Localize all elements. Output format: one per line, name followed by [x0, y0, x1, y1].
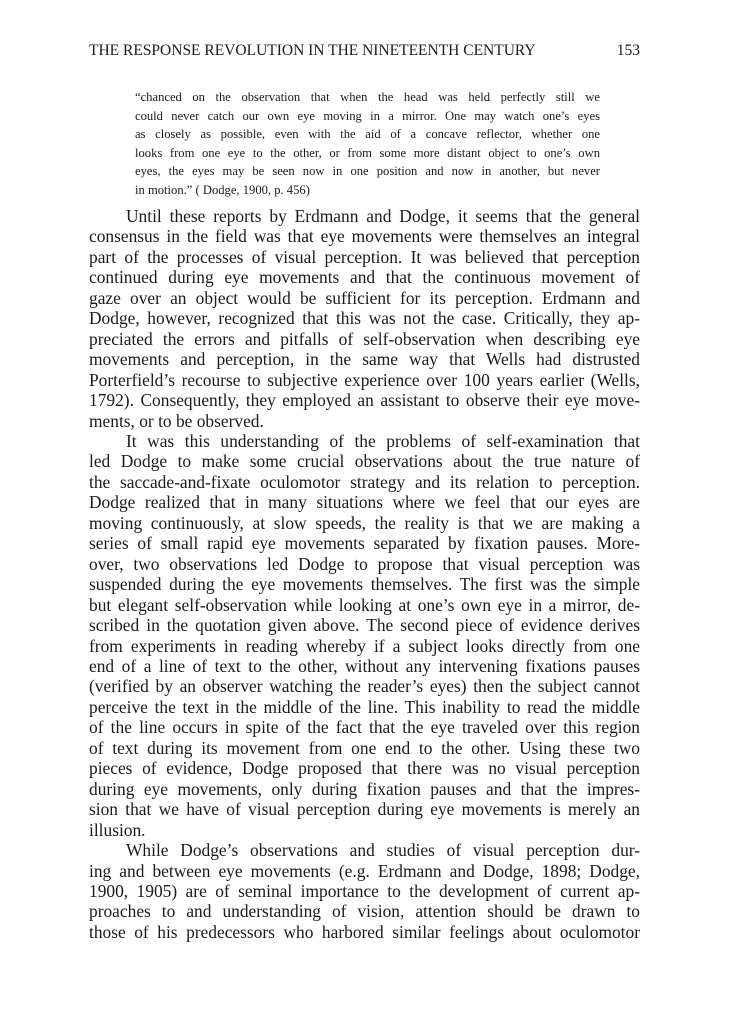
text-line: series of small rapid eye movements separated by fixation pauses. More-	[89, 533, 640, 554]
text-line: those of his predecessors who harbored similar feelings about oculomotor	[89, 921, 640, 942]
text-line: the saccade-and-fixate oculomotor strategy and its relation to perception.	[89, 471, 640, 492]
text-line: illusion.	[89, 819, 146, 840]
paragraph-3	[89, 840, 640, 942]
text-line: scribed in the quotation given above. The second piece of evidence derives	[89, 615, 640, 636]
text-line: of text during its movement from one end to the other. Using these two	[89, 737, 640, 758]
text-line: part of the processes of visual perception. It was believed that perception	[89, 246, 640, 267]
quote-line: in motion.” ( Dodge, 1900, p. 456)	[135, 182, 310, 197]
text-line: of the line occurs in spite of the fact that the eye traveled over this region	[89, 717, 640, 738]
body-text	[89, 206, 640, 942]
quote-line: could never catch our own eye moving in a mirror. One may watch one’s eyes	[135, 108, 600, 123]
text-line: suspended during the eye movements themselves. The first was the simple	[89, 574, 640, 595]
text-line: during eye movements, only during fixation pauses and that the impres-	[89, 778, 640, 799]
text-line: Dodge, however, recognized that this was not the case. Critically, they ap-	[89, 308, 640, 329]
text-line: sion that we have of visual perception during eye movements is merely an	[89, 799, 640, 820]
quote-line: looks from one eye to the other, or from some more distant object to one’s own	[135, 145, 600, 160]
text-line: continued during eye movements and that the continuous movement of	[89, 267, 640, 288]
quote-line: “chanced on the observation that when the head was held perfectly still we	[135, 90, 600, 104]
running-title: THE RESPONSE REVOLUTION IN THE NINETEENTH CENTURY	[89, 42, 536, 59]
quote-line: eyes, the eyes may be seen now in one position and now in another, but never	[135, 164, 600, 178]
text-line: over, two observations led Dodge to propose that visual perception was	[89, 553, 640, 574]
page-number: 153	[616, 42, 640, 59]
block-quotation	[135, 88, 600, 199]
text-line: proaches to and understanding of vision, attention should be drawn to	[89, 901, 640, 922]
paragraph-1	[89, 206, 640, 431]
text-line: consensus in the field was that eye movements were themselves an integral	[89, 226, 640, 247]
text-line: ing and between eye movements (e.g. Erdmann and Dodge, 1898; Dodge,	[89, 860, 640, 881]
text-line: pieces of evidence, Dodge proposed that there was no visual perception	[89, 758, 640, 779]
text-line: movements and perception, in the same way that Wells had distrusted	[89, 349, 640, 370]
text-line: Dodge realized that in many situations where we feel that our eyes are	[89, 492, 640, 513]
text-line: While Dodge’s observations and studies of visual perception dur-	[126, 840, 640, 861]
text-line: ments, or to be observed.	[89, 410, 264, 431]
text-line: from experiments in reading whereby if a subject looks directly from one	[89, 635, 640, 656]
running-header	[89, 42, 640, 66]
text-line: 1792). Consequently, they employed an assistant to observe their eye move-	[89, 390, 640, 411]
text-line: Porterfield’s recourse to subjective experience over 100 years earlier (Wells,	[89, 369, 640, 390]
text-line: 1900, 1905) are of seminal importance to the development of current ap-	[89, 880, 640, 901]
paragraph-2	[89, 431, 640, 840]
text-line: end of a line of text to the other, without any intervening fixations pauses	[89, 655, 640, 676]
text-line: led Dodge to make some crucial observations about the true nature of	[89, 451, 640, 472]
quote-line: as closely as possible, even with the aid of a concave reflector, whether one	[135, 127, 600, 141]
text-line: but elegant self-observation while looking at one’s own eye in a mirror, de-	[89, 594, 640, 615]
text-line: preciated the errors and pitfalls of self-observation when describing eye	[89, 328, 640, 349]
text-line: (verified by an observer watching the reader’s eyes) then the subject cannot	[89, 676, 640, 697]
text-line: perceive the text in the middle of the line. This inability to read the middle	[89, 696, 640, 717]
text-line: Until these reports by Erdmann and Dodge, it seems that the general	[126, 206, 640, 226]
text-line: moving continuously, at slow speeds, the reality is that we are making a	[89, 512, 640, 533]
text-line: It was this understanding of the problems of self-examination that	[126, 430, 640, 451]
text-line: gaze over an object would be sufficient for its perception. Erdmann and	[89, 287, 640, 308]
